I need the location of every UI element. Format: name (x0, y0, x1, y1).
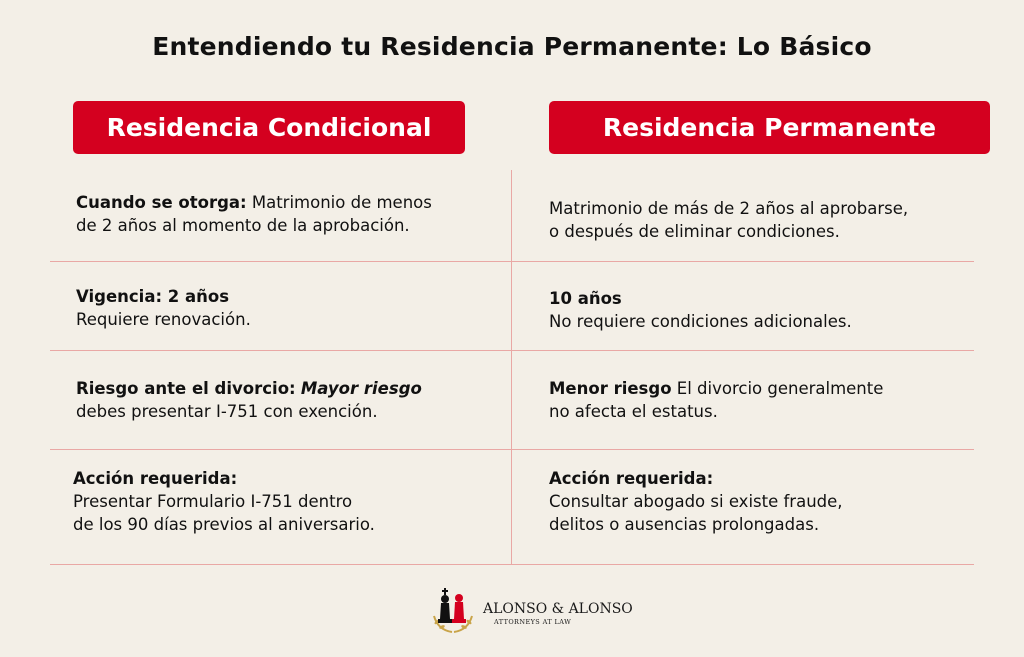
header-permanent (549, 101, 990, 154)
row2-right-line2: No requiere condiciones adicionales. (549, 312, 852, 331)
row-divider (50, 564, 974, 565)
row3-right-text: El divorcio generalmente (671, 379, 884, 398)
logo-subtitle: ATTORNEYS AT LAW (494, 618, 572, 626)
row4-right-bold: Acción requerida: (549, 469, 714, 488)
header-permanent-label: Residencia Permanente (602, 113, 937, 142)
row3-right-line2: no afecta el estatus. (549, 402, 718, 421)
row4-left-cell (73, 467, 375, 536)
row4-right-line2: Consultar abogado si existe fraude, (549, 492, 843, 511)
row3-left-cell (76, 377, 422, 423)
row3-left-bold: Riesgo ante el divorcio: (76, 379, 296, 398)
row-divider (50, 350, 974, 351)
row4-left-bold: Acción requerida: (73, 469, 238, 488)
row1-left-bold: Cuando se otorga: (76, 193, 247, 212)
row4-left-line3: de los 90 días previos al aniversario. (73, 515, 375, 534)
row4-right-cell (549, 467, 843, 536)
firm-logo (428, 586, 633, 636)
row1-right-line2: o después de eliminar condiciones. (549, 222, 840, 241)
header-conditional (73, 101, 465, 154)
row3-right-cell (549, 377, 883, 423)
row1-left-line2: de 2 años al momento de la aprobación. (76, 216, 410, 235)
row2-right-cell (549, 287, 852, 333)
row2-right-bold: 10 años (549, 289, 622, 308)
chess-king-icon (428, 586, 478, 636)
row1-right-line1: Matrimonio de más de 2 años al aprobarse, (549, 199, 909, 218)
row4-right-line3: delitos o ausencias prolongadas. (549, 515, 820, 534)
row3-left-italic: Mayor riesgo (300, 379, 422, 398)
row2-left-bold: Vigencia: 2 años (76, 287, 230, 306)
page-title: Entendiendo tu Residencia Permanente: Lo Básico (152, 32, 872, 61)
row4-left-line2: Presentar Formulario I-751 dentro (73, 492, 353, 511)
row2-left-line2: Requiere renovación. (76, 310, 251, 329)
logo-name: ALONSO & ALONSO (483, 601, 633, 617)
row2-left-cell (76, 285, 251, 331)
row3-left-line2: debes presentar I-751 con exención. (76, 402, 378, 421)
row1-left-text: Matrimonio de menos (246, 193, 432, 212)
row3-right-bold: Menor riesgo (549, 379, 672, 398)
column-divider (511, 170, 512, 564)
row1-right-cell (549, 197, 908, 243)
row1-left-cell (76, 191, 432, 237)
row-divider (50, 449, 974, 450)
row-divider (50, 261, 974, 262)
header-conditional-label: Residencia Condicional (106, 113, 432, 142)
